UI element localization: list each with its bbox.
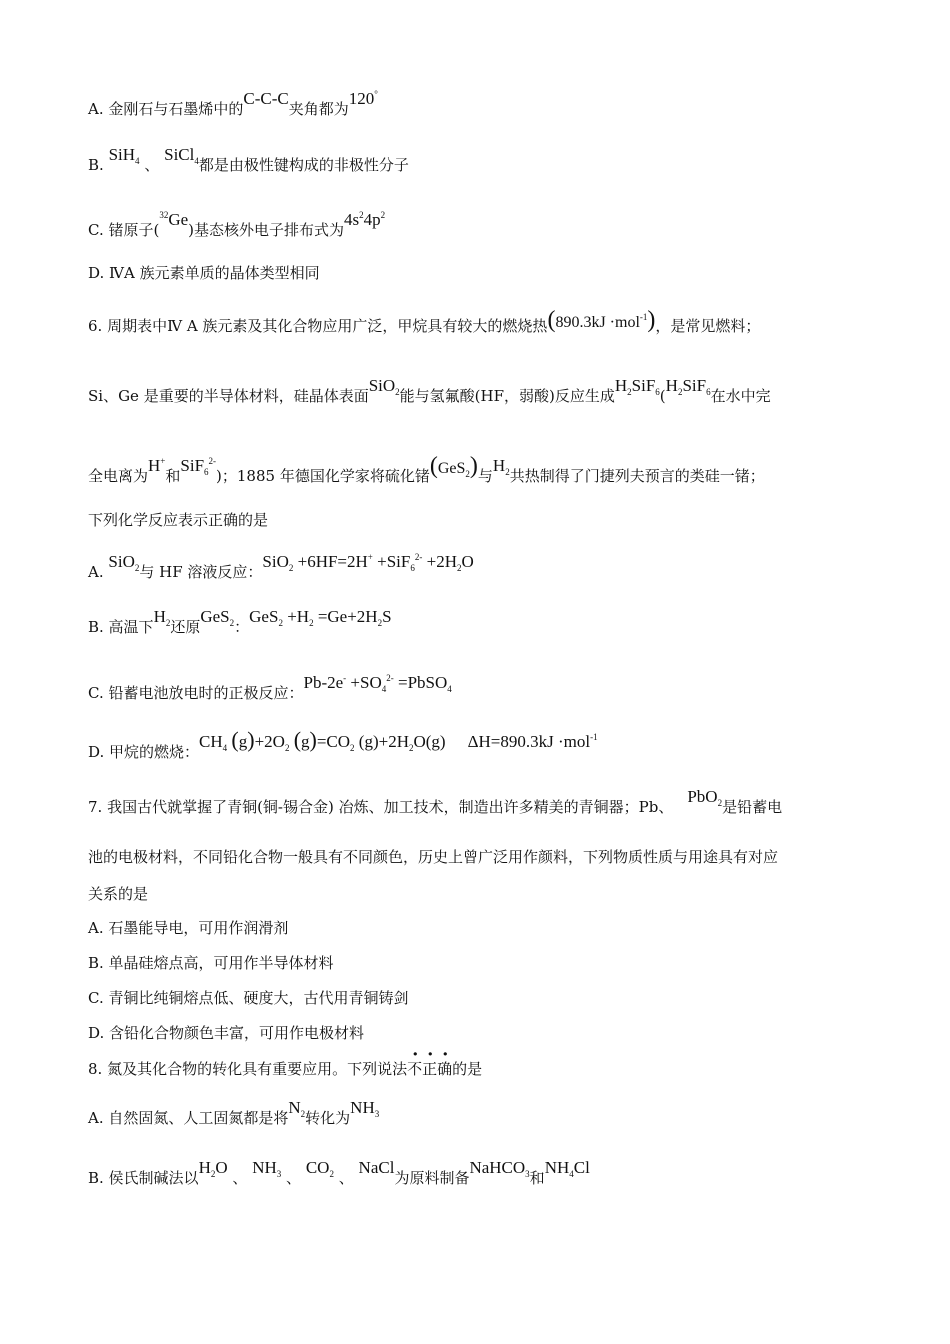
equation-c: $Pb-2e^- +SO_4^{2-}$ =PbSO$_4$: [303, 673, 452, 694]
combustion-heat: (890.3kJ ·mol$^{-1}$): [547, 307, 656, 333]
q5-option-d: D. ⅣA 族元素单质的晶体类型相同: [88, 264, 320, 282]
q6-option-a: A. SiO$_2$与 HF 溶液反应：$SiO_2 +6HF=2H^+ +SiF_6^{2-} +2H_2O$: [88, 552, 474, 581]
equation-d: $CH_4$ $(g)+2O_2$ $(g)=CO_2$ $(g)+2H_2O(g)$ ΔH=890.3kJ ·mol$^{-1}$: [199, 727, 598, 753]
q7-option-b: B. 单晶硅熔点高，可用作半导体材料: [88, 954, 334, 972]
emphasis-char: 不: [407, 1060, 423, 1078]
q6-stem-line3: 全电离为H+和SiF$_6^{2-}$)；1885 年德国化学家将硫化锗(GeS$_2$)与$H_2$共热制得了门捷列夫预言的类硅一锗；: [88, 453, 765, 485]
formula-h2o: $H_2O$: [198, 1158, 228, 1179]
formula-nahco3: NaHCO$_3$: [469, 1158, 530, 1179]
q8-option-a: A. 自然固氮、人工固氮都是将$N_2$转化为$NH_3$: [88, 1098, 380, 1127]
q7-stem-line1: 7. 我国古代就掌握了青铜(铜-锡合金) 冶炼、加工技术，制造出许多精美的青铜器；Pb、PbO$_2$是铅蓄电: [88, 787, 783, 816]
q5-option-c: C. 锗原子($^{32}$Ge)基态核外电子排布式为$4s^24p^2$: [88, 210, 386, 239]
formula-ge-32: $^{32}$Ge: [159, 210, 189, 229]
formula-c-c-c: C-C-C: [243, 89, 289, 108]
q7-stem-line3: 关系的是: [88, 885, 149, 903]
q6-option-b: B. 高温下$H_2$还原GeS$_2$：$GeS_2 +H_2 =Ge+2H_2S$: [88, 607, 392, 636]
formula-h-plus: H+: [148, 456, 166, 475]
formula-n2: $N_2$: [288, 1098, 306, 1119]
q6-stem-line1: 6. 周期表中Ⅳ A 族元素及其化合物应用广泛，甲烷具有较大的燃烧热(890.3kJ ·mol$^{-1}$)，是常见燃料；: [88, 307, 761, 335]
q5-option-b: B. SiH$_4$ 、 SiCl$_4$都是由极性键构成的非极性分子: [88, 145, 409, 174]
formula-sio2: SiO$_2$: [368, 376, 400, 397]
formula-sih4: SiH$_4$: [108, 145, 140, 166]
formula-ges2: GeS$_2$: [200, 607, 235, 628]
formula-sif6: SiF$_6^{2-}$: [180, 456, 217, 477]
formula-sicl4: SiCl$_4$: [164, 145, 199, 166]
q6-stem-line4: 下列化学反应表示正确的是: [88, 511, 269, 529]
electron-config: $4s^24p^2$: [344, 210, 386, 229]
q6-stem-line2: Si、Ge 是重要的半导体材料，硅晶体表面SiO$_2$能与氢氟酸(HF，弱酸)反应生成$H_2SiF_6(H_2SiF_6$在水中完: [88, 376, 771, 405]
formula-pbo2: PbO$_2$: [687, 787, 723, 808]
q7-option-d: D. 含铅化合物颜色丰富，可用作电极材料: [88, 1024, 365, 1042]
formula-h2sif6: $H_2SiF_6$: [614, 376, 660, 397]
formula-h2: $H_2$: [492, 456, 510, 477]
q7-option-c: C. 青铜比纯铜熔点低、硬度大，古代用青铜铸剑: [88, 989, 409, 1007]
q6-option-d: D. 甲烷的燃烧：$CH_4$ $(g)+2O_2$ $(g)=CO_2$ $(g)+2H_2O(g)$ ΔH=890.3kJ ·mol$^{-1}$: [88, 727, 598, 761]
q8-option-b: B. 侯氏制碱法以$H_2O$ 、 $NH_3$ 、 $CO_2$ 、 NaCl为原料制备NaHCO$_3$和$NH_4Cl$: [88, 1158, 590, 1187]
angle-value: 120°: [348, 89, 378, 108]
formula-nh3: $NH_3$: [252, 1158, 282, 1179]
emphasis-char: 正: [422, 1060, 438, 1078]
equation-a: $SiO_2 +6HF=2H^+ +SiF_6^{2-} +2H_2O$: [262, 552, 474, 573]
formula-nacl: NaCl: [358, 1158, 395, 1177]
formula-nh3: $NH_3$: [350, 1098, 380, 1119]
q7-option-a: A. 石墨能导电，可用作润滑剂: [88, 919, 289, 937]
emphasis-char: 确: [437, 1060, 453, 1078]
equation-b: $GeS_2 +H_2 =Ge+2H_2S$: [249, 607, 392, 628]
formula-h2: $H_2$: [153, 607, 171, 628]
formula-sio2: SiO$_2$: [108, 552, 140, 573]
q6-option-c: C. 铅蓄电池放电时的正极反应：$Pb-2e^- +SO_4^{2-}$ =PbSO$_4$: [88, 673, 452, 702]
formula-ges2: (GeS$_2$): [429, 453, 478, 479]
formula-nh4cl: $NH_4Cl$: [544, 1158, 590, 1179]
formula-co2: $CO_2$: [305, 1158, 334, 1179]
formula-h2sif6-2: $H_2SiF_6$: [665, 376, 711, 397]
q8-stem: 8. 氮及其化合物的转化具有重要应用。下列说法不正确的是: [88, 1060, 483, 1078]
q5-option-a: A. 金刚石与石墨烯中的C-C-C夹角都为120°: [88, 89, 378, 118]
q7-stem-line2: 池的电极材料，不同铅化合物一般具有不同颜色，历史上曾广泛用作颜料，下列物质性质与用途具有对应: [88, 848, 779, 866]
